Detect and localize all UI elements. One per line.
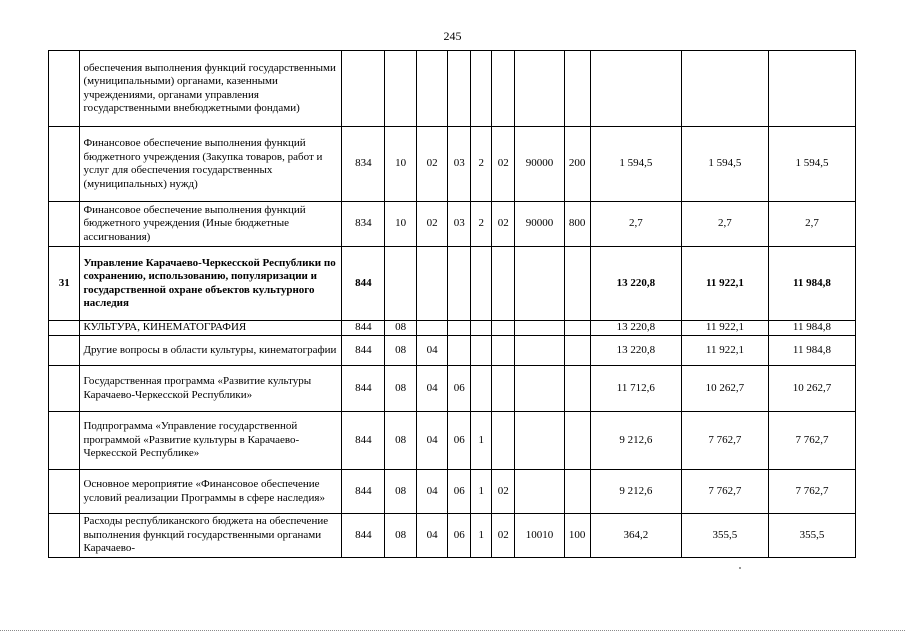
table-row [49,366,856,412]
section-code: 08 [385,412,416,470]
amount-year-3: 7 762,7 [768,470,855,514]
section-code: 08 [385,470,416,514]
table-row [49,514,856,558]
table-row [49,127,856,202]
amount-year-3: 355,5 [768,514,855,558]
expense-type-code: 200 [564,127,590,202]
amount-year-1 [590,51,681,127]
row-number [49,366,80,412]
scan-edge [0,630,905,634]
ministry-code: 834 [342,202,385,247]
amount-year-2: 2,7 [681,202,768,247]
direction-code [515,321,564,336]
item-name: Другие вопросы в области культуры, кинематографии [80,336,342,366]
table-row [49,51,856,127]
row-number [49,202,80,247]
amount-year-2: 11 922,1 [681,247,768,321]
program-code [448,321,471,336]
subprogram-code [471,336,492,366]
table-row [49,202,856,247]
section-code: 08 [385,321,416,336]
event-code [492,247,515,321]
table-row [49,336,856,366]
event-code [492,366,515,412]
row-number [49,514,80,558]
program-code: 06 [448,470,471,514]
item-name: Финансовое обеспечение выполнения функций бюджетного учреждения (Закупка товаров, работ и услуг для обеспечения государственных (муниципальных) нужд) [80,127,342,202]
expense-type-code [564,51,590,127]
program-code [448,247,471,321]
expense-type-code: 100 [564,514,590,558]
subprogram-code: 1 [471,412,492,470]
row-number [49,470,80,514]
subprogram-code [471,51,492,127]
row-number [49,321,80,336]
subsection-code [416,51,447,127]
amount-year-3: 11 984,8 [768,336,855,366]
subprogram-code [471,247,492,321]
program-code: 06 [448,412,471,470]
event-code: 02 [492,514,515,558]
program-code [448,51,471,127]
subprogram-code [471,366,492,412]
ministry-code: 844 [342,412,385,470]
direction-code [515,247,564,321]
amount-year-2: 7 762,7 [681,412,768,470]
subsection-code: 02 [416,202,447,247]
amount-year-2: 11 922,1 [681,321,768,336]
ministry-code: 844 [342,366,385,412]
amount-year-1: 13 220,8 [590,336,681,366]
amount-year-1: 2,7 [590,202,681,247]
amount-year-2: 1 594,5 [681,127,768,202]
table-row [49,321,856,336]
section-code: 08 [385,366,416,412]
expense-type-code [564,366,590,412]
row-number [49,127,80,202]
amount-year-3 [768,51,855,127]
ministry-code: 844 [342,470,385,514]
subsection-code [416,321,447,336]
item-name: Основное мероприятие «Финансовое обеспечение условий реализации Программы в сфере наследия» [80,470,342,514]
amount-year-1: 13 220,8 [590,247,681,321]
section-code: 10 [385,202,416,247]
event-code [492,412,515,470]
amount-year-2 [681,51,768,127]
direction-code: 90000 [515,202,564,247]
subsection-code: 04 [416,412,447,470]
amount-year-2: 11 922,1 [681,336,768,366]
event-code: 02 [492,470,515,514]
program-code: 06 [448,514,471,558]
direction-code [515,412,564,470]
amount-year-3: 2,7 [768,202,855,247]
page-number: 245 [443,29,462,43]
amount-year-1: 1 594,5 [590,127,681,202]
event-code [492,321,515,336]
subsection-code: 04 [416,336,447,366]
direction-code: 90000 [515,127,564,202]
event-code: 02 [492,127,515,202]
program-code: 06 [448,366,471,412]
subprogram-code: 2 [471,202,492,247]
subprogram-code: 2 [471,127,492,202]
table-row [49,470,856,514]
scan-speck [739,567,741,569]
section-code: 08 [385,336,416,366]
subprogram-code [471,321,492,336]
amount-year-3: 10 262,7 [768,366,855,412]
event-code [492,336,515,366]
amount-year-3: 7 762,7 [768,412,855,470]
program-code: 03 [448,127,471,202]
amount-year-2: 10 262,7 [681,366,768,412]
direction-code: 10010 [515,514,564,558]
item-name: Подпрограмма «Управление государственной программой «Развитие культуры в Карачаево-Черкесской Республике» [80,412,342,470]
item-name: Финансовое обеспечение выполнения функций бюджетного учреждения (Иные бюджетные ассигнования) [80,202,342,247]
amount-year-1: 13 220,8 [590,321,681,336]
expense-type-code [564,412,590,470]
amount-year-2: 7 762,7 [681,470,768,514]
expense-type-code [564,470,590,514]
item-name: Управление Карачаево-Черкесской Республики по сохранению, использованию, популяризации и государственной охране объектов культурного наследия [80,247,342,321]
section-code: 10 [385,127,416,202]
row-number [49,336,80,366]
amount-year-3: 1 594,5 [768,127,855,202]
direction-code [515,51,564,127]
amount-year-3: 11 984,8 [768,321,855,336]
ministry-code: 844 [342,514,385,558]
amount-year-2: 355,5 [681,514,768,558]
amount-year-1: 364,2 [590,514,681,558]
expense-type-code [564,336,590,366]
expense-type-code [564,247,590,321]
item-name: Расходы республиканского бюджета на обеспечение выполнения функций государственными органами Карачаево- [80,514,342,558]
expense-type-code [564,321,590,336]
budget-table [48,50,856,558]
ministry-code: 844 [342,321,385,336]
table-row [49,247,856,321]
row-number [49,412,80,470]
ministry-code: 834 [342,127,385,202]
direction-code [515,470,564,514]
row-number: 31 [49,247,80,321]
amount-year-1: 9 212,6 [590,412,681,470]
table-row [49,412,856,470]
program-code: 03 [448,202,471,247]
subsection-code: 04 [416,514,447,558]
subsection-code: 02 [416,127,447,202]
subsection-code: 04 [416,470,447,514]
amount-year-1: 11 712,6 [590,366,681,412]
subsection-code [416,247,447,321]
direction-code [515,366,564,412]
section-code: 08 [385,514,416,558]
section-code [385,51,416,127]
ministry-code [342,51,385,127]
ministry-code: 844 [342,247,385,321]
event-code: 02 [492,202,515,247]
subprogram-code: 1 [471,514,492,558]
subsection-code: 04 [416,366,447,412]
amount-year-3: 11 984,8 [768,247,855,321]
program-code [448,336,471,366]
item-name: Государственная программа «Развитие культуры Карачаево-Черкесской Республики» [80,366,342,412]
direction-code [515,336,564,366]
amount-year-1: 9 212,6 [590,470,681,514]
event-code [492,51,515,127]
section-code [385,247,416,321]
subprogram-code: 1 [471,470,492,514]
row-number [49,51,80,127]
item-name: обеспечения выполнения функций государственными (муниципальными) органами, казенными учреждениями, органами управления государственными внебюджетными фондами) [80,51,342,127]
ministry-code: 844 [342,336,385,366]
expense-type-code: 800 [564,202,590,247]
item-name: КУЛЬТУРА, КИНЕМАТОГРАФИЯ [80,321,342,336]
